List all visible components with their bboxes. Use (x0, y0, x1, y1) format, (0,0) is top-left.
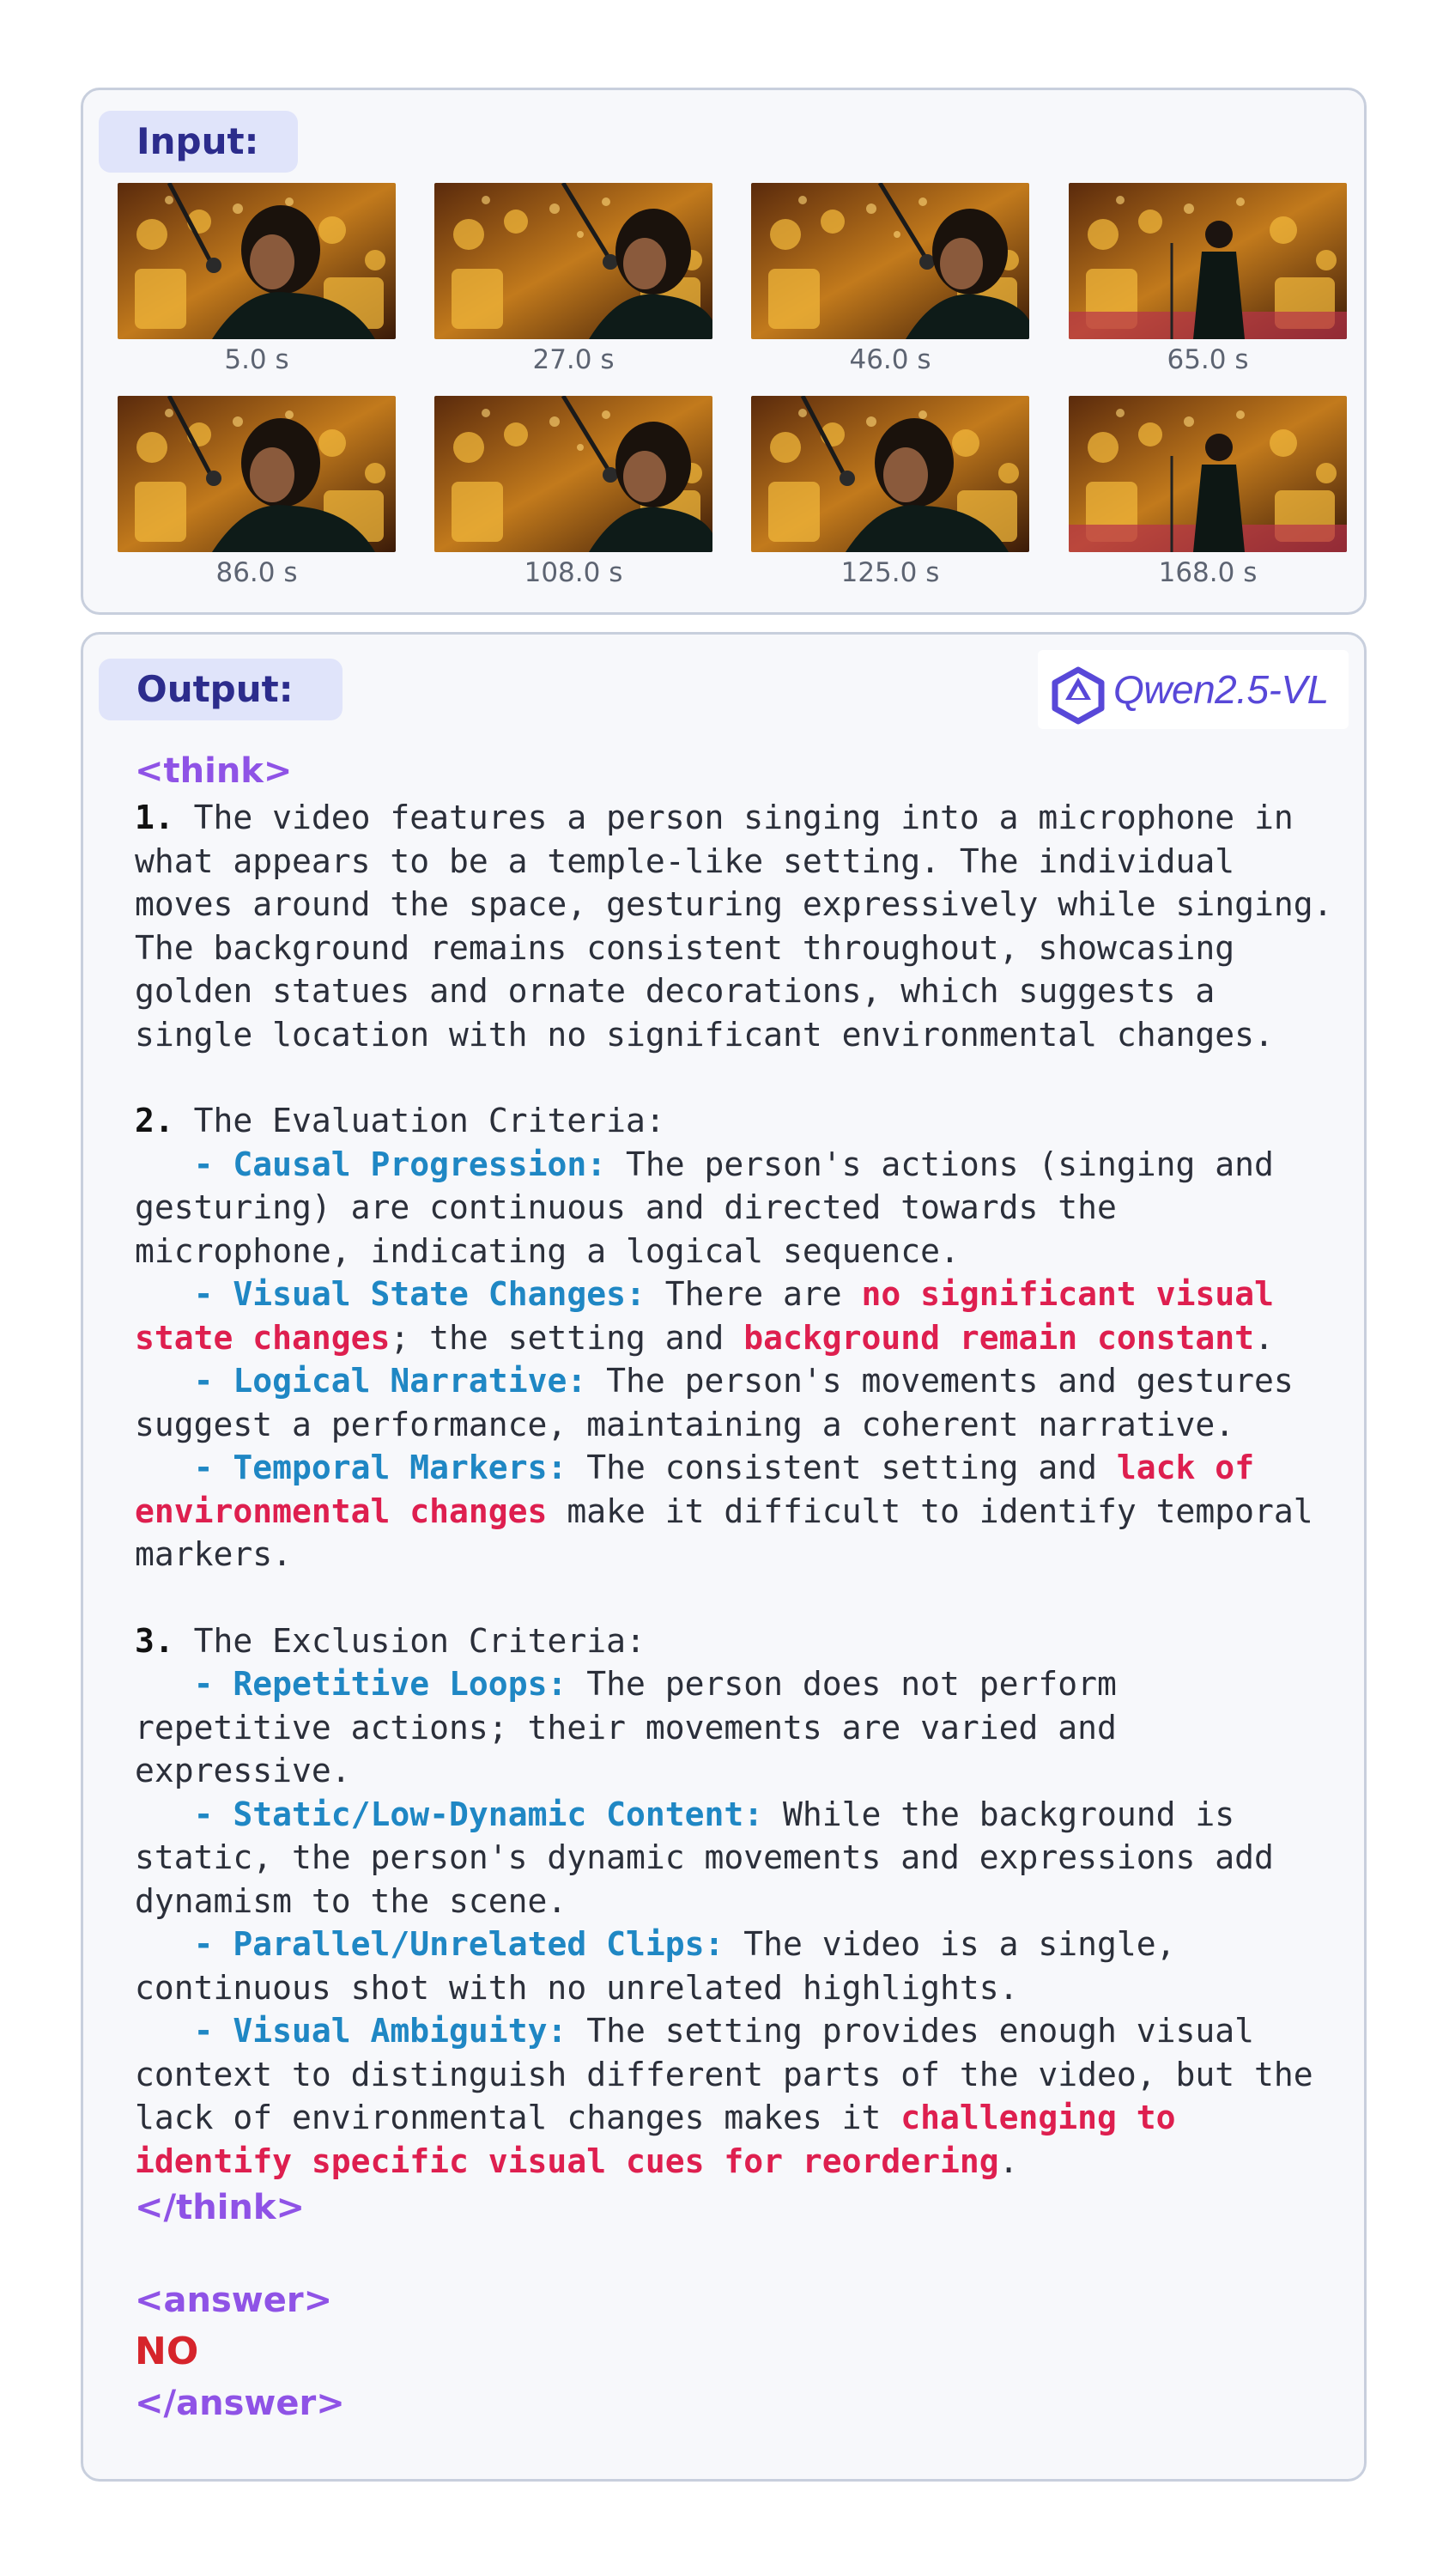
video-frame (434, 183, 712, 377)
logo-text: Qwen2.5-VL (1113, 667, 1329, 712)
frame-timestamp: 27.0 s (532, 344, 615, 375)
criterion-label: - Causal Progression: (193, 1145, 607, 1183)
criterion-label: - Temporal Markers: (193, 1449, 567, 1486)
answer-value: NO (135, 2330, 199, 2373)
text-run: While the background is static, the person's dynamic movements and expressions add dynamism to the scene. (135, 1795, 1274, 1920)
reasoning-paragraph (135, 1099, 1345, 1577)
frame-thumbnail (751, 396, 1029, 552)
reasoning-paragraph (135, 796, 1345, 1056)
text-run: The Exclusion Criteria: (193, 1621, 646, 1660)
input-label: Input: (99, 111, 298, 173)
video-frame (434, 396, 712, 590)
section-number: 2. (135, 1102, 174, 1139)
highlight-text: challenging to identify specific visual cues for reordering (135, 2099, 1176, 2180)
frame-thumbnail (434, 183, 712, 339)
text-run: make it difficult to identify temporal markers. (135, 1492, 1313, 1573)
video-frame (751, 183, 1029, 377)
reasoning-sections (135, 796, 1345, 2183)
highlight-text: background remain constant (743, 1318, 1255, 1357)
highlight-text: no significant visual state changes (135, 1275, 1274, 1357)
spacer (135, 1056, 1345, 1099)
frame-timestamp: 46.0 s (849, 344, 931, 375)
text-run: The person's movements and gestures suggest a performance, maintaining a coherent narrative. (135, 1362, 1294, 1443)
frame-thumbnail (118, 183, 396, 339)
frame-timestamp: 5.0 s (224, 344, 289, 375)
frame-thumbnail (751, 183, 1029, 339)
text-run: The Evaluation Criteria: (193, 1102, 665, 1139)
criterion-label: - Repetitive Loops: (193, 1665, 567, 1703)
text-run: . (1254, 1318, 1274, 1357)
text-run: The person's actions (singing and gesturing) are continuous and directed towards the microphone, indicating a logical sequence. (135, 1145, 1274, 1270)
video-frame (1069, 396, 1347, 590)
frame-thumbnail (118, 396, 396, 552)
reasoning-text (135, 746, 1345, 2428)
video-frame (118, 396, 396, 590)
criterion-label: - Logical Narrative: (193, 1362, 587, 1400)
frame-thumbnail (1069, 396, 1347, 552)
text-run: . (998, 2142, 1019, 2180)
video-frame (1069, 183, 1347, 377)
frame-timestamp: 86.0 s (215, 557, 298, 588)
text-run: The video features a person singing into a microphone in what appears to be a temple-like setting. The individual moves around the space, gesturing expressively while singing. The background remains consistent throughout, showcasing golden statues and ornate decorations, which suggests a single location with no significant environmental changes. (135, 799, 1333, 1054)
section-number: 1. (135, 799, 174, 836)
text-run: ; the setting and (390, 1318, 744, 1357)
frame-grid (118, 183, 1335, 604)
answer-close-tag: </answer> (135, 2384, 345, 2423)
frame-thumbnail (1069, 183, 1347, 339)
criterion-label: - Parallel/Unrelated Clips: (193, 1925, 724, 1963)
output-label: Output: (99, 659, 343, 720)
think-close-tag: </think> (135, 2188, 306, 2227)
highlight-text: lack of environmental changes (135, 1449, 1255, 1530)
output-panel (81, 632, 1367, 2482)
input-panel (81, 88, 1367, 615)
section-number: 3. (135, 1621, 174, 1660)
reasoning-paragraph (135, 1619, 1345, 2184)
qwen-logo-icon (1048, 665, 1108, 726)
text-run: The video is a single, continuous shot with no unrelated highlights. (135, 1925, 1176, 2007)
frame-timestamp: 108.0 s (524, 557, 623, 588)
text-run: The setting provides enough visual context to distinguish different parts of the video, but the lack of environmental changes makes it (135, 2012, 1313, 2136)
text-run: There are (645, 1275, 862, 1313)
criterion-label: - Visual State Changes: (193, 1275, 646, 1313)
video-frame (751, 396, 1029, 590)
text-run: The consistent setting and (567, 1449, 1117, 1486)
criterion-label: - Static/Low-Dynamic Content: (193, 1795, 764, 1833)
spacer (135, 2233, 1345, 2275)
frame-timestamp: 125.0 s (840, 557, 940, 588)
frame-timestamp: 168.0 s (1158, 557, 1258, 588)
spacer (135, 1577, 1345, 1619)
frame-timestamp: 65.0 s (1167, 344, 1249, 375)
text-run: The person does not perform repetitive actions; their movements are varied and expressive. (135, 1665, 1117, 1789)
frame-thumbnail (434, 396, 712, 552)
think-open-tag: <think> (135, 751, 293, 791)
criterion-label: - Visual Ambiguity: (193, 2012, 567, 2050)
video-frame (118, 183, 396, 377)
answer-open-tag: <answer> (135, 2281, 333, 2320)
model-logo (1038, 650, 1349, 729)
